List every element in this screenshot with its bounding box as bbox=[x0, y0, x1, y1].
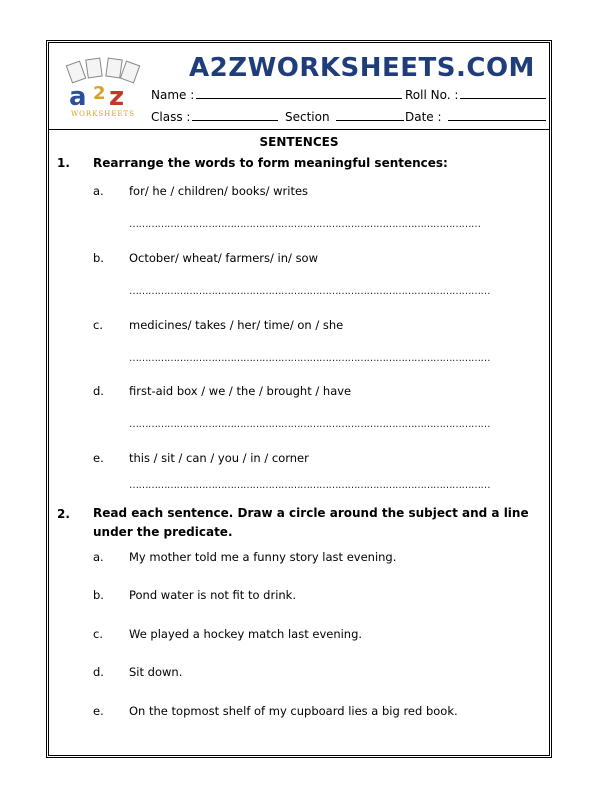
q1-item-a-answer-line[interactable]: ………………………………………………………………………………………………… bbox=[129, 219, 481, 230]
q2-item-a-letter: a. bbox=[93, 550, 104, 564]
worksheet-frame bbox=[46, 40, 552, 758]
worksheet-header bbox=[49, 43, 549, 130]
date-label: Date : bbox=[405, 110, 442, 124]
q2-item-b-text: Pond water is not fit to drink. bbox=[129, 588, 296, 602]
q2-item-e-text: On the topmost shelf of my cupboard lies a big red book. bbox=[129, 704, 458, 718]
q1-item-a-letter: a. bbox=[93, 184, 104, 198]
question-2-prompt: Read each sentence. Draw a circle around the subject and a line under the predicate. bbox=[93, 506, 529, 539]
q1-item-e-answer-line[interactable]: …………………………………………………………………………………………………… bbox=[129, 480, 490, 491]
roll-field bbox=[405, 88, 546, 102]
section-line[interactable] bbox=[336, 110, 404, 121]
section-label: Section bbox=[285, 110, 330, 124]
q1-item-b-answer-line[interactable]: …………………………………………………………………………………………………… bbox=[129, 286, 490, 297]
q1-item-c-letter: c. bbox=[93, 318, 103, 332]
q2-item-c-text: We played a hockey match last evening. bbox=[129, 627, 363, 641]
q1-item-e-text: this / sit / can / you / in / corner bbox=[129, 451, 309, 465]
section-field bbox=[285, 110, 404, 124]
class-line[interactable] bbox=[192, 110, 278, 121]
roll-label: Roll No. : bbox=[405, 88, 459, 102]
q1-item-d-answer-line[interactable]: …………………………………………………………………………………………………… bbox=[129, 419, 490, 430]
a2z-logo bbox=[63, 57, 143, 119]
site-title: A2ZWORKSHEETS.COM bbox=[189, 53, 535, 83]
q1-item-c-answer-line[interactable]: …………………………………………………………………………………………………… bbox=[129, 353, 490, 364]
q1-item-d-text: first-aid box / we / the / brought / have bbox=[129, 384, 352, 398]
name-line[interactable] bbox=[196, 88, 402, 99]
roll-line[interactable] bbox=[460, 88, 546, 99]
q1-item-c-text: medicines/ takes / her/ time/ on / she bbox=[129, 318, 344, 332]
class-label: Class : bbox=[151, 110, 191, 124]
q2-item-d-text: Sit down. bbox=[129, 665, 183, 679]
q1-item-e-letter: e. bbox=[93, 451, 104, 465]
date-line[interactable] bbox=[448, 110, 546, 121]
q2-item-a-text: My mother told me a funny story last evening. bbox=[129, 550, 397, 564]
question-2-number: 2. bbox=[57, 507, 70, 521]
q1-item-b-text: October/ wheat/ farmers/ in/ sow bbox=[129, 251, 319, 265]
q1-item-b-letter: b. bbox=[93, 251, 104, 265]
q2-item-b-letter: b. bbox=[93, 588, 104, 602]
name-field bbox=[151, 88, 402, 102]
name-label: Name : bbox=[151, 88, 195, 102]
svg-text:2: 2 bbox=[93, 83, 106, 104]
logo-text: WORKSHEETS bbox=[70, 110, 136, 118]
date-field bbox=[405, 110, 546, 124]
section-title: SENTENCES bbox=[259, 135, 339, 149]
svg-text:z: z bbox=[109, 82, 125, 112]
q1-item-a-text: for/ he / children/ books/ writes bbox=[129, 184, 309, 198]
question-1-prompt: Rearrange the words to form meaningful sentences: bbox=[93, 156, 448, 170]
q2-item-d-letter: d. bbox=[93, 665, 104, 679]
q2-item-e-letter: e. bbox=[93, 704, 104, 718]
q2-item-c-letter: c. bbox=[93, 627, 103, 641]
q1-item-d-letter: d. bbox=[93, 384, 104, 398]
question-1-number: 1. bbox=[57, 156, 70, 170]
svg-text:a: a bbox=[69, 82, 87, 112]
class-field bbox=[151, 110, 278, 124]
